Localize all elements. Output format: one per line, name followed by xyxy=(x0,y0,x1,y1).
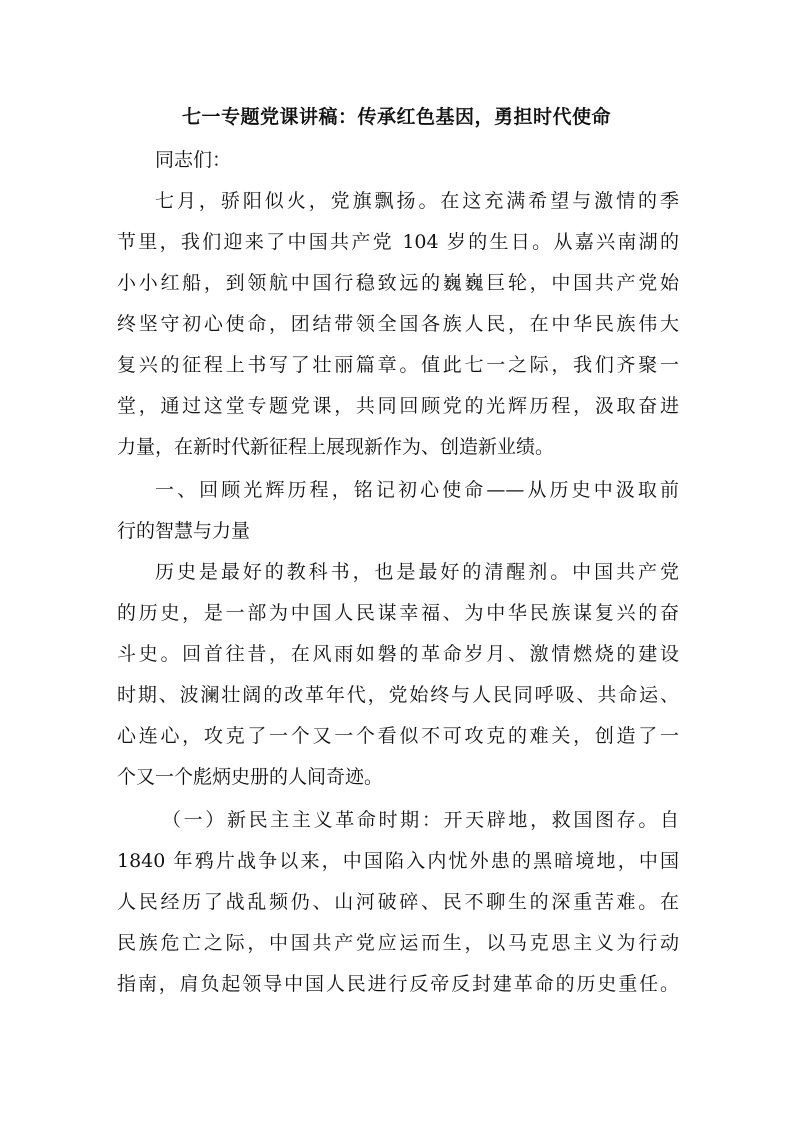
document-title: 七一专题党课讲稿：传承红色基因，勇担时代使命 xyxy=(181,106,611,128)
paragraph-line: 堂，通过这堂专题党课，共同回顾党的光辉历程，汲取奋进 xyxy=(117,395,679,417)
section-heading-line: 行的智慧与力量 xyxy=(117,520,251,542)
paragraph-line: 个又一个彪炳史册的人间奇迹。 xyxy=(117,766,384,788)
paragraph-line: 七月，骄阳似火，党旗飘扬。在这充满希望与激情的季 xyxy=(155,190,679,212)
section-heading-line: 一、回顾光辉历程，铭记初心使命——从历史中汲取前 xyxy=(155,479,679,501)
paragraph-line: 小小红船，到领航中国行稳致远的巍巍巨轮，中国共产党始 xyxy=(117,272,679,294)
paragraph-line: 终坚守初心使命，团结带领全国各族人民，在中华民族伟大 xyxy=(117,313,679,335)
paragraph-line: 历史是最好的教科书，也是最好的清醒剂。中国共产党 xyxy=(155,561,679,583)
paragraph-line: 心连心，攻克了一个又一个看似不可攻克的难关，创造了一 xyxy=(117,725,679,747)
paragraph-line: 时期、波澜壮阔的改革年代，党始终与人民同呼吸、共命运、 xyxy=(117,684,679,706)
paragraph-line: 斗史。回首往昔，在风雨如磐的革命岁月、激情燃烧的建设 xyxy=(117,643,679,665)
paragraph-line: 1840 年鸦片战争以来，中国陷入内忧外患的黑暗境地，中国 xyxy=(117,850,679,872)
salutation: 同志们： xyxy=(155,149,232,171)
paragraph-line: 的历史，是一部为中国人民谋幸福、为中华民族谋复兴的奋 xyxy=(117,602,679,624)
paragraph-line: （一）新民主主义革命时期：开天辟地，救国图存。自 xyxy=(162,809,679,831)
paragraph-line: 人民经历了战乱频仍、山河破碎、民不聊生的深重苦难。在 xyxy=(117,891,679,913)
paragraph-line: 节里，我们迎来了中国共产党 104 岁的生日。从嘉兴南湖的 xyxy=(117,231,679,253)
paragraph-line: 复兴的征程上书写了壮丽篇章。值此七一之际，我们齐聚一 xyxy=(117,354,679,376)
paragraph-line: 力量，在新时代新征程上展现新作为、创造新业绩。 xyxy=(117,436,555,458)
paragraph-line: 指南，肩负起领导中国人民进行反帝反封建革命的历史重任。 xyxy=(117,973,679,995)
paragraph-line: 民族危亡之际，中国共产党应运而生，以马克思主义为行动 xyxy=(117,932,679,954)
